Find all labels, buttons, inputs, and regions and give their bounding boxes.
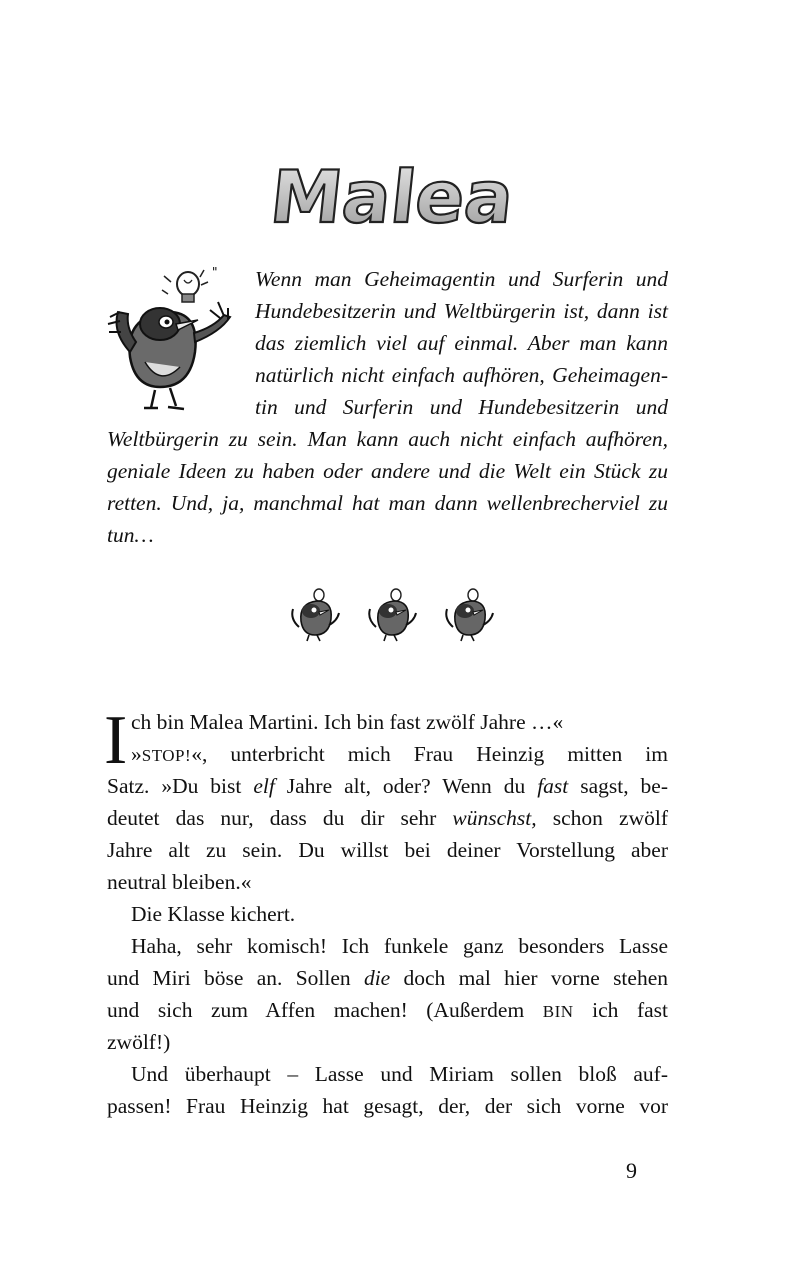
body-line-5: Jahre alt zu sein. Du willst bei deiner Vorstellung aber [107,838,668,862]
intro-line-8: retten. Und, ja, manchmal hat man dann wellenbrecherviel zu [107,491,668,515]
intro-line-2: Hundebesitzerin und Weltbürgerin ist, dann ist [255,299,668,323]
body-line-8: Haha, sehr komisch! Ich funkele ganz besonders Lasse [131,934,668,958]
intro-line-4: natürlich nicht einfach aufhören, Geheimagen- [255,363,668,387]
intro-line-3: das ziemlich viel auf einmal. Aber man kann [255,331,668,355]
body-line-12: Und überhaupt – Lasse und Miriam sollen bloß auf- [131,1062,668,1086]
small-bird-ornament-icon [285,585,341,643]
intro-line-5: tin und Surferin und Hundebesitzerin und [255,395,668,419]
intro-line-7: geniale Ideen zu haben oder andere und die Welt ein Stück zu [107,459,668,483]
chapter-title-lettering [266,140,518,240]
chapter-title-text: Malea [266,156,518,240]
body-line-11: zwölf!) [107,1030,171,1054]
intro-line-1: Wenn man Geheimagentin und Surferin und [255,267,668,291]
body-line-3: Satz. »Du bist elf Jahre alt, oder? Wenn du fast sagst, be- [107,774,669,798]
intro-line-9: tun… [107,523,154,547]
body-line-2: »STOP!«, unterbricht mich Frau Heinzig mitten im [131,742,668,766]
body-line-7: Die Klasse kichert. [131,902,296,926]
body-line-13: passen! Frau Heinzig hat gesagt, der, der sich vorne vor [107,1094,668,1118]
small-bird-ornament-icon [362,585,418,643]
drop-cap: I [104,702,128,779]
section-divider [285,585,495,645]
intro-line-6: Weltbürgerin zu sein. Man kann auch nicht einfach aufhören, [107,427,668,451]
small-bird-ornament-icon [439,585,495,643]
body-line-1: ch bin Malea Martini. Ich bin fast zwölf Jahre …« [131,710,564,734]
page-number: 9 [626,1158,637,1183]
chapter-title [266,140,518,240]
body-line-6: neutral bleiben.« [107,870,252,894]
body-line-10: und sich zum Affen machen! (Außerdem BIN ich fast [107,998,669,1022]
svg-text:": " [212,265,218,279]
body-line-9: und Miri böse an. Sollen die doch mal hier vorne stehen [107,966,668,990]
body-line-4: deutet das nur, dass du dir sehr wünschst, schon zwölf [107,806,668,830]
bird-with-lightbulb-icon [100,262,240,412]
